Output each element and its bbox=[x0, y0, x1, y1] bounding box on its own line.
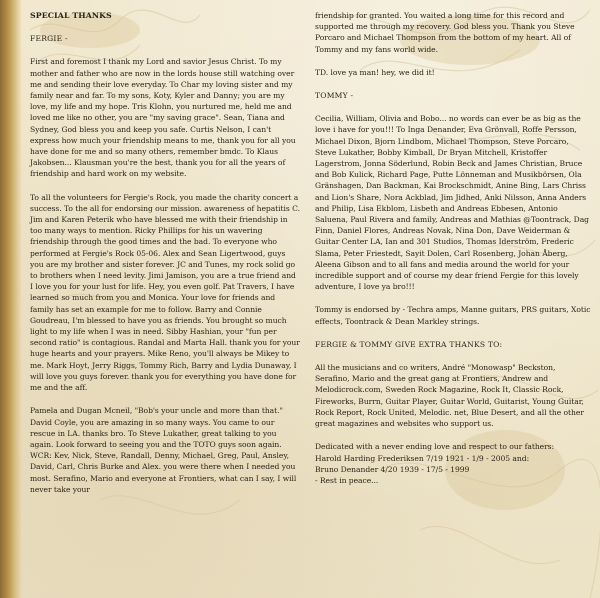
fergie-paragraph-1: First and foremost I thank my Lord and savior Jesus Christ. To my mother and father who are now in the lords house still watching over me and sending their love everyday. To Char my loving sister and my family near and far. To my sons, Koty, Kyler and Danny; you are my love, my life and my hope. Tris Klohn, you nurtured me, held me and loved me like no other, you are "my saving grace". Sean, Tiana and Sydney, God bless you and keep you safe. Curtis Nelson, I can't express how much your friendship means to me, thank you for all you have done for me and so many others, remember bmdc. To Klaus Jakobsen... Klausman you're the best, thank you for all the years of friendship and hard work on my website. bbox=[30, 57, 296, 179]
dedication-line: Harold Harding Frederiksen 7/19 1921 - 1/9 - 2005 and: bbox=[315, 453, 530, 463]
fergie-paragraph-2: To all the volunteers for Fergie's Rock, you made the charity concert a success. To the all for endorsing our mission. awareness of hepatitis C. Jim and Karen Peterik who have blessed me with their friendship in too many ways to mention. Ricky Phillips for his un wavering friendship through the good times and the bad. To everyone who performed at Fergie's Rock 05-06. Alex and Sean Ligertwood, guys you are my brother and sister forever. JC and Tunes, my rock solid go to brothers when I need levity. Jimi Jamison, you are a true friend and I love you for your lust for life. Hey, you even golf. Pat Travers, I have learned so much from you and Monica. Your love for friends and family has set an example for me to follow. Barry and Connie Goudreau, I'm blessed to have you as friends. You brought so much light to my life when I was in need. Sibby Hashian, your "fun per second ratio" is contagious. Randal and Marta Hall. thank you for your huge hearts and your prayers. Mike Reno, you'll always be Mikey to me. Mark Hoyt, Jerry Riggs, Tommy Rich, Barry and Lydia Dunaway, I will love you guys forever. thank you for everything you have done for me and the aff. bbox=[30, 192, 300, 393]
left-column bbox=[30, 10, 300, 507]
special-thanks-heading: SPECIAL THANKS bbox=[30, 11, 112, 20]
extra-thanks-paragraph: All the musicians and co writers, André "Monowasp" Beckston, Serafino, Mario and the great gang at Frontiers, Andrew and Melodicrock.com, Sweden Rock Magazine, Rock It, Classic Rock, Fireworks, Burrn, Guitar Player, Guitar World, Guitarist, Young Guitar, Rock Report, Rock United, Melodic. net, Blue Desert, and all the other great magazines and websites who support us. bbox=[315, 363, 584, 429]
tommy-endorsement-paragraph: Tommy is endorsed by - Techra amps, Manne guitars, PRS guitars, Xotic effects, Toontrack & Dean Markley strings. bbox=[315, 305, 591, 326]
fergie-paragraph-3: Pamela and Dugan Mcneil, "Bob's your uncle and more than that." David Coyle, you are amazing in so many ways. You came to our rescue in LA. thanks bro. To Steve Lukather, great talking to you again. Look forward to seeing you and the TOTO guys soon again. WCR: Kev, Nick, Steve, Randall, Denny, Michael, Greg, Paul, Ansley, David, Carl, Chris Burke and Alex. you were there when I needed you most. Serafino, Mario and everyone at Frontiers, what can I say, I will never take your bbox=[30, 406, 297, 494]
dedication-line: - Rest in peace... bbox=[315, 475, 379, 485]
fergie-continued-paragraph: friendship for granted. You waited a long time for this record and supported me through my recovery. God bless you. Thank you Steve Porcaro and Michael Thompson from the bottom of my heart. All of Tommy and my fans world wide. bbox=[315, 11, 575, 54]
dedication-line: Dedicated with a never ending love and respect to our fathers: bbox=[315, 442, 555, 452]
tommy-paragraph-1: Cecilia, William, Olivia and Bobo... no words can ever be as big as the love i have for you!!! To Inga Denander, Eva Grönvall, Roffe Persson, Michael Dixon, Bjorn Lindbom, Michael Thompson, Steve Porcaro, Steve Lukather, Bobby Kimball, Dr Bryan Mitchell, Kristoffer Lagerstrom, Jonna Söderlund, Robin Beck and James Christian, Bruce and Bob Kulick, Richard Page, Putte Lönneman and Musikbörsen, Ola Gränshagen, Dan Backman, Kai Brockschmidt, Anine Bing, Lars Chriss and Lion's Share, Nora Ackblad, Jim Jidhed, Anki Nilsson, Anna Anders and Philip, Lisa Ekblom, Lisbeth and Andreas Ebbesen, Antonio Saluena, Paul Rivera and family, Andreas and Mathias @Toontrack, Dag Finn, Daniel Flores, Andreas Novak, Nina Don, Dave Weiderman & Guitar Center LA, Ian and 301 Studios, Thomas Iderström, Frederic Slama, Peter Friestedt, Sayit Dolen, Carl Rosenberg, Johan Åberg, Aleena Gibson and to all fans and media around the world for your incredible support and of course my dear friend Fergie for this lovely adventure, I love ya bro!!! bbox=[315, 114, 589, 292]
fergie-heading: FERGIE - bbox=[30, 34, 68, 44]
dedication-line: Bruno Denander 4/20 1939 - 17/5 - 1999 bbox=[315, 464, 470, 474]
tommy-heading: TOMMY - bbox=[315, 91, 354, 101]
td-shoutout: TD. love ya man! hey, we did it! bbox=[315, 67, 435, 77]
dedication-block bbox=[315, 441, 591, 486]
page-edge-binding bbox=[0, 0, 22, 598]
right-column bbox=[315, 10, 591, 486]
extra-thanks-heading: FERGIE & TOMMY GIVE EXTRA THANKS TO: bbox=[315, 339, 503, 349]
